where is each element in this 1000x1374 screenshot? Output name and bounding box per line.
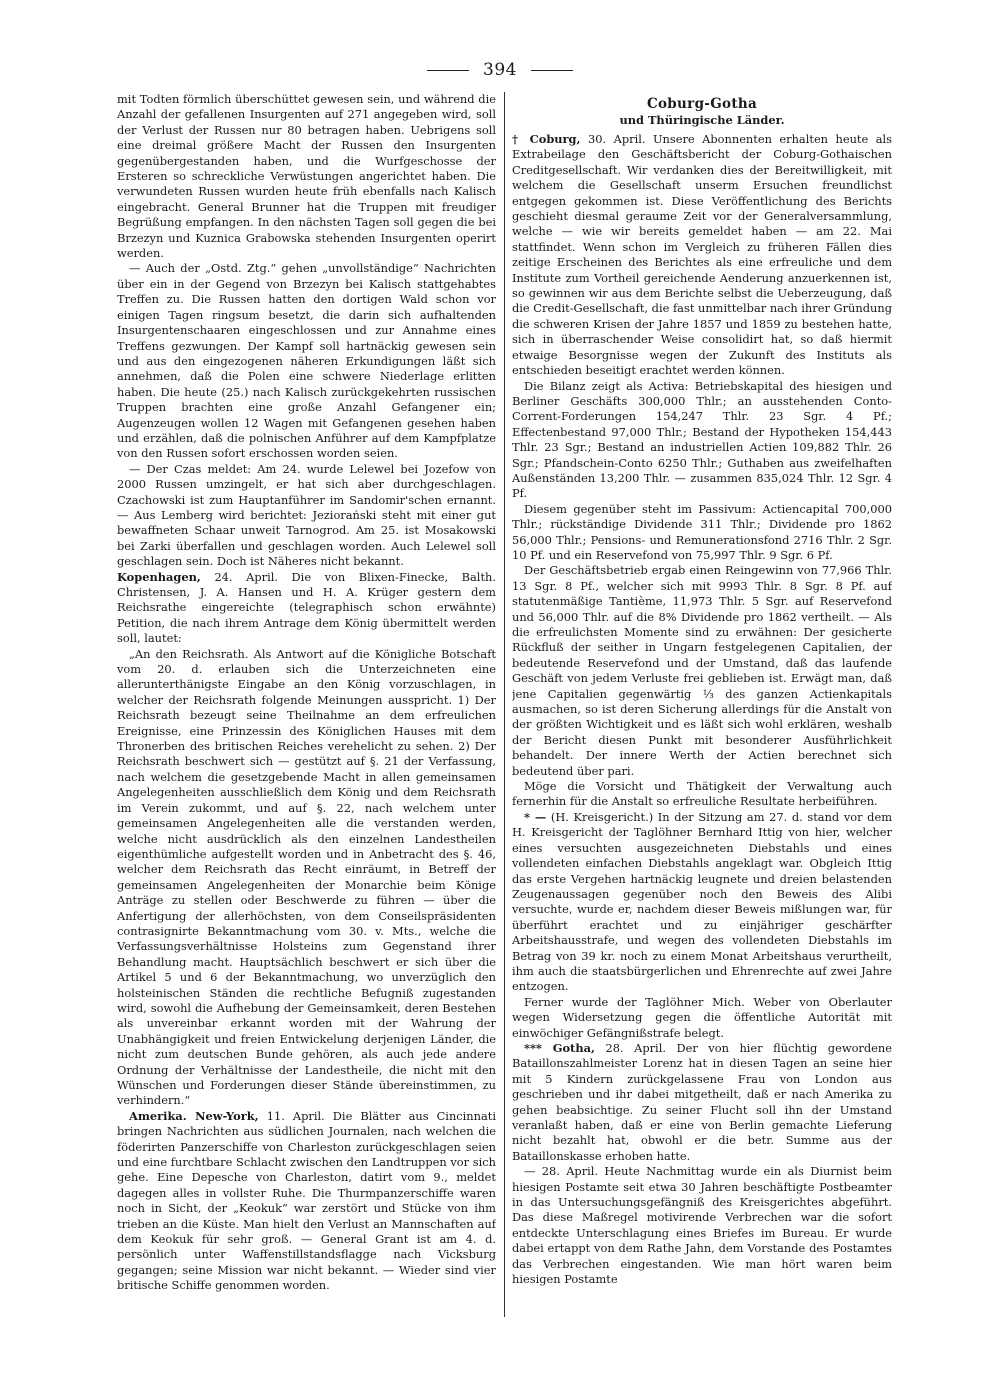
column-divider: [504, 92, 505, 1317]
paragraph-text: Die Bilanz zeigt als Activa: Betriebskapital des hiesigen und Berliner Geschäfts 300,000 Thlr.; an ausstehenden Conto-Corrent-Forderungen 154,247 Thlr. 23 Sgr. 4 Pf.; Effectenbestand 97,000 Thlr.; Bestand der Hypotheken 154,443 Thlr. 23 Sgr.; Bestand an industriellen Actien 109,882 Thlr. 26 Sgr.; Pfandschein-Conto 6250 Thlr.; Guthaben aus zweifelhaften Außenständen 13,200 Thlr. — zusammen 835,024 Thlr. 12 Sgr. 4 Pf.: [512, 378, 892, 501]
paragraph-text: Möge die Vorsicht und Thätigkeit der Verwaltung auch fernerhin für die Anstalt so erfreuliche Resultate herbeiführen.: [512, 779, 892, 809]
dateline: * —: [524, 809, 547, 824]
article-paragraph: [117, 647, 496, 1109]
dateline: Kopenhagen,: [117, 569, 201, 584]
article-paragraph: [512, 995, 892, 1041]
right-column: [512, 92, 892, 1342]
article-paragraph: [512, 379, 892, 502]
paragraph-text: Der Geschäftsbetrieb ergab einen Reingewinn von 77,966 Thlr. 13 Sgr. 8 Pf., welcher sich mit 9993 Thlr. 8 Sgr. 8 Pf. auf statutenmäßige Tantième, 11,973 Thlr. 5 Sgr. auf Reservefond und 56,000 Thlr. auf die 8% Dividende pro 1862 vertheilt. — Als die erfreulichsten Momente sind zu erwähnen: Der gesicherte Rückfluß der seither in Ungarn festgelegenen Capitalien, der bedeutende Reservefond und der Umstand, daß das laufende Geschäft von jedem Verluste frei geblieben ist. Erwägt man, daß jene Capitalien gegenwärtig ⅓ des ganzen Actienkapitals ausmachen, so ist deren Sicherung allerdings für die Anstalt von der größten Wichtigkeit und es läßt sich wohl erklären, weshalb der Bericht diesen Punkt mit besonderer Ausführlichkeit behandelt. Der innere Werth der Actien berechnet sich bedeutend über pari.: [512, 563, 892, 778]
dateline: Amerika. New-York,: [129, 1108, 259, 1123]
paragraph-text: 28. April. Der von hier flüchtig gewordene Bataillonszahlmeister Lorenz hat in diesen Tagen an seine hier mit 5 Kindern zurückgelassene Frau von London aus geschrieben und ihr dabei mitgetheilt, daß er nach Amerika zu gehen beabsichtige. Zu seiner Flucht soll ihn der Umstand veranlaßt haben, daß er eine von Berlin gemachte Lieferung nicht bezahlt hat, obwohl er die betr. Summe aus der Bataillonskasse erhoben hatte.: [512, 1040, 892, 1163]
section-subtitle: und Thüringische Länder.: [619, 113, 785, 127]
article-paragraph: [512, 779, 892, 810]
paragraph-text: Ferner wurde der Taglöhner Mich. Weber von Oberlauter wegen Widersetzung gegen die öffentliche Autorität mit einwöchiger Gefängnißstrafe belegt.: [512, 994, 892, 1040]
paragraph-text: (H. Kreisgericht.) In der Sitzung am 27. d. stand vor dem H. Kreisgericht der Taglöhner Bernhard Ittig von hier, welcher eines versuchten ausgezeichneten Diebstahls und eines vollendeten einfachen Diebstahls angeklagt war. Obgleich Ittig das erste Vergehen hartnäckig leugnete und dreien belastenden Zeugenaussagen gegenüber noch den Beweis des Alibi versuchte, wurde er, nachdem dieser Beweis mißlungen war, für überführt erachtet und zu einjähriger geschärfter Arbeitshausstrafe, und wegen des vollendeten Diebstahls im Betrag von 39 kr. noch zu einem Monat Arbeitshaus verurtheilt, ihm auch die staatsbürgerlichen und Ehrenrechte auf zwei Jahre entzogen.: [512, 809, 892, 994]
paragraph-text: — Der Czas meldet: Am 24. wurde Lelewel bei Jozefow von 2000 Russen umzingelt, er hat sich aber durchgeschlagen. Czachowski ist zum Hauptanführer im Sandomir'schen ernannt. — Aus Lemberg wird berichtet: Jeziorański steht mit einer gut bewaffneten Schaar unweit Tarnogrod. Am 25. ist Mosakowski bei Zarki überfallen und geschlagen worden. Auch Lelewel soll geschlagen sein. Doch ist Näheres nicht bekannt.: [117, 461, 496, 569]
paragraph-text: „An den Reichsrath. Als Antwort auf die Königliche Botschaft vom 20. d. erlauben sich die Unterzeichneten eine allerunterthänigste Eingabe an den König vorzuschlagen, in welcher der Reichsrath folgende Meinungen ausspricht. 1) Der Reichsrath bezeugt seine Theilnahme an dem erfreulichen Ereignisse, eine Prinzessin des Königlichen Hauses mit dem Thronerben des britischen Reiches verehelicht zu sehen. 2) Der Reichsrath beschwert sich — gestützt auf §. 21 der Verfassung, nach welchem die gesetzgebende Macht in allen gemeinsamen Angelegenheiten ausschließlich dem König und dem Reichsrath im Verein zukommt, und auf §. 22, nach welchem unter gemeinsamen Angelegenheiten alle die verstanden werden, welche nicht ausdrücklich als den einzelnen Landestheilen eigenthümliche aufgestellt worden und in Anbetracht des §. 46, welcher dem Reichsrath das Recht einräumt, in Betreff der gemeinsamen Angelegenheiten der Monarchie beim Könige Anträge zu stellen oder Beschwerde zu führen — über die Anfertigung der allerhöchsten, von dem Conseilspräsidenten contrasignirte Bekanntmachung vom 30. v. Mts., welche die Verfassungsverhältnisse Holsteins zum Gegenstand ihrer Behandlung macht. Hauptsächlich beschwert er sich über die Artikel 5 und 6 der Bekanntmachung, wo unverzüglich den holsteinischen Ständen die rechtliche Befugniß zugestanden wird, sowohl die Aufhebung der Gemeinsamkeit, deren Bestehen als unvereinbar erkannt worden mit der Wahrung der Unabhängigkeit und freien Entwickelung derjenigen Länder, die nicht zum deutschen Bunde gehören, als auch jede andere Ordnung der Verhältnisse der Landestheile, die nicht mit den Wünschen und Forderungen dieser Stände übereinstimmen, zu verhindern.“: [117, 646, 496, 1108]
article-paragraph: [117, 92, 496, 261]
article-paragraph: [512, 1164, 892, 1287]
article-paragraph: [117, 462, 496, 570]
page-number: 394: [483, 60, 517, 80]
paragraph-text: — Auch der „Ostd. Ztg.“ gehen „unvollständige“ Nachrichten über ein in der Gegend von Brzezyn bei Kalisch stattgehabtes Treffen zu. Die Russen hatten den dortigen Wald schon vor einigen Tagen ringsum besetzt, die darin sich aufhaltenden Insurgentenschaaren eingeschlossen und zur Annahme eines Treffens gezwungen. Der Kampf soll hartnäckig gewesen sein und aus den eingezogenen näheren Erkundigungen läßt sich annehmen, daß die Polen eine schwere Niederlage erlitten haben. Die heute (25.) nach Kalisch zurückgekehrten russischen Truppen brachten eine große Anzahl Gefangener ein; Augenzeugen wollen 12 Wagen mit Gefangenen gesehen haben und erzählen, daß die polnischen Anführer auf dem Kampfplatze von den Russen sofort erschossen worden seien.: [117, 261, 496, 461]
article-paragraph: [512, 810, 892, 995]
article-paragraph: [512, 502, 892, 564]
article-paragraph: [512, 132, 892, 379]
paragraph-text: mit Todten förmlich überschüttet gewesen sein, und während die Anzahl der gefallenen Insurgenten auf 271 angegeben wird, soll der Verlust der Russen nur 80 betragen haben. Uebrigens soll eine dreimal größere Macht der Russen den Insurgenten gegenübergestanden haben, und die Wurfgeschosse der Ersteren so schreckliche Verwüstungen angerichtet haben. Die verwundeten Russen wurden heute früh ebenfalls nach Kalisch eingebracht. General Brunner hat die Truppen mit freudiger Begrüßung empfangen. In den nächsten Tagen soll gegen die bei Brzezyn und Kuznica Grabowska stehenden Insurgenten operirt werden.: [117, 92, 496, 261]
article-paragraph: [512, 563, 892, 779]
paragraph-text: — 28. April. Heute Nachmittag wurde ein als Diurnist beim hiesigen Postamte seit etwa 30 Jahren beschäftigte Postbeamter in das Untersuchungsgefängniß des Kreisgerichtes abgeführt. Das diese Maßregel motivirende Verbrechen war die sofort entdeckte Unterschlagung eines Briefes im Bureau. Er wurde dabei ertappt von dem Rathe Jahn, dem Vorstande des Postamtes das Verbrechen eingestanden. Wie man hört waren beim hiesigen Postamte: [512, 1164, 892, 1287]
dateline: *** Gotha,: [524, 1040, 595, 1055]
article-paragraph: [117, 261, 496, 461]
page-header: [0, 58, 1000, 82]
dateline: † Coburg,: [512, 132, 581, 146]
paragraph-text: 30. April. Unsere Abonnenten erhalten heute als Extrabeilage den Geschäftsbericht der Coburg-Gothaischen Creditgesellschaft. Wir verdanken dies der Bereitwilligkeit, mit welchem die Gesellschaft unserm Ersuchen freundlichst entgegen gekommen ist. Diese Veröffentlichung des Berichts geschieht diesmal geraume Zeit vor der Generalversammlung, welche — wie wir bereits gemeldet haben — am 22. Mai stattfindet. Wenn schon im Vergleich zu früheren Fällen dies zeitige Erscheinen des Berichtes als eine erfreuliche und dem Institute zum Vortheil gereichende Aenderung anzuerkennen ist, so gewinnen wir aus dem Berichte selbst die Ueberzeugung, daß die Credit-Gesellschaft, die fast unmittelbar nach ihrer Gründung die schweren Krisen der Jahre 1857 und 1859 zu bestehen hatte, sich in überraschender Weise consolidirt hat, so daß hiermit etwaige Besorgnisse wegen der Zukunft des Instituts als entschieden beseitigt erachtet werden können.: [512, 132, 892, 378]
header-rule-left: [427, 70, 469, 71]
left-column: [117, 92, 496, 1342]
header-rule-right: [531, 70, 573, 71]
article-paragraph: [117, 1109, 496, 1294]
section-title: Coburg-Gotha: [646, 96, 758, 112]
paragraph-text: Diesem gegenüber steht im Passivum: Actiencapital 700,000 Thlr.; rückständige Dividende 311 Thlr.; Dividende pro 1862 56,000 Thlr.; Pensions- und Remunerationsfond 2716 Thlr. 2 Sgr. 10 Pf. und ein Reservefond von 75,997 Thlr. 9 Sgr. 6 Pf.: [512, 501, 892, 562]
paragraph-text: 24. April. Die von Blixen-Finecke, Balth. Christensen, J. A. Hansen und H. A. Krüger gestern dem Reichsrathe eingereichte (telegraphisch schon erwähnte) Petition, die nach ihrem Antrage dem König übermittelt werden soll, lautet:: [117, 569, 496, 646]
article-paragraph: [512, 1041, 892, 1164]
article-paragraph: [117, 570, 496, 647]
paragraph-text: 11. April. Die Blätter aus Cincinnati bringen Nachrichten aus südlichen Journalen, nach welchen die föderirten Panzerschiffe von Charleston zurückgeschlagen seien und eine furchtbare Schlacht zwischen den Landtruppen vor sich gehe. Eine Depesche von Charleston, datirt vom 9., meldet dagegen alles in vollster Ruhe. Die Thurmpanzerschiffe waren noch in Sicht, der „Keokuk“ war zerstört und Stücke von ihm trieben an die Küste. Man hielt den Verlust an Mannschaften auf dem Keokuk für sehr groß. — General Grant ist am 4. d. persönlich unter Waffenstillstandsflagge nach Vicksburg gegangen; seine Mission war nicht bekannt. — Wieder sind vier britische Schiffe genommen worden.: [117, 1108, 496, 1293]
